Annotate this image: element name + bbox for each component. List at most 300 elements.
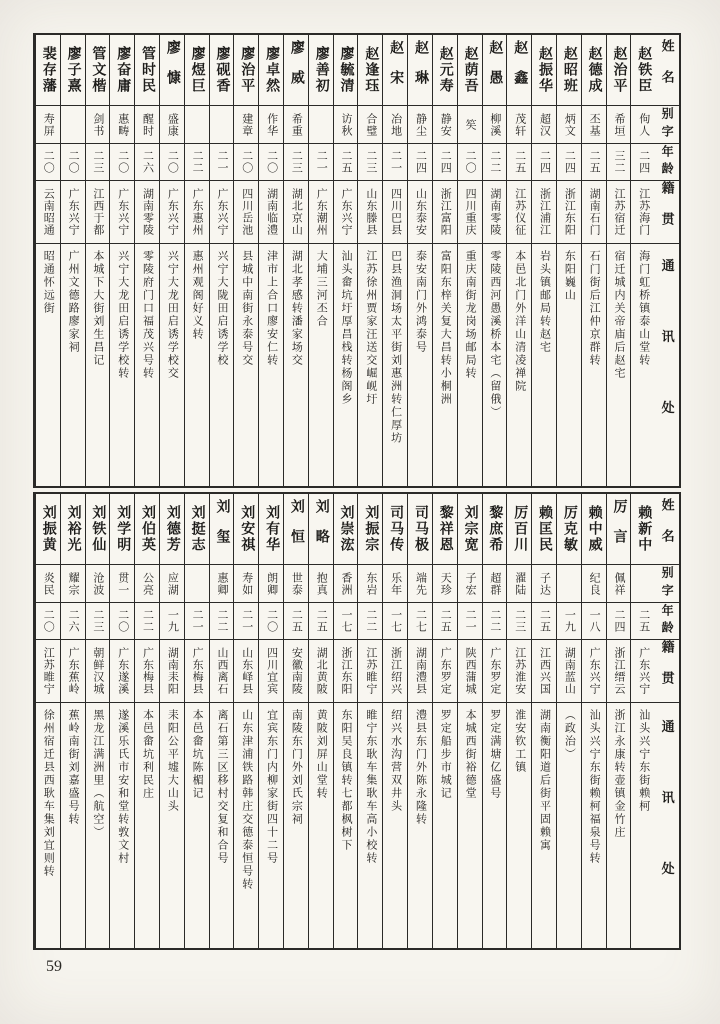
origin-cell: 浙江缙云 bbox=[607, 640, 631, 703]
alias-cell: 柳溪 bbox=[483, 106, 507, 144]
age-cell: 二二 bbox=[483, 144, 507, 181]
person-column bbox=[283, 35, 308, 486]
origin-cell: 浙江富阳 bbox=[433, 181, 457, 244]
alias-cell: 天珍 bbox=[433, 565, 457, 603]
person-column bbox=[209, 494, 234, 948]
name-cell: 赵治平 bbox=[607, 35, 631, 106]
name-cell: 刘振黄 bbox=[36, 494, 60, 565]
origin-cell: 广东兴宁 bbox=[334, 181, 358, 244]
alias-cell: 惠卿 bbox=[210, 565, 234, 603]
contact-cell: 兴宁大龙田启诱学校转 bbox=[116, 250, 129, 380]
age-cell: 二四 bbox=[631, 144, 655, 181]
person-column bbox=[283, 494, 308, 948]
origin-cell: 广东梅县 bbox=[185, 640, 209, 703]
alias-cell: 香洲 bbox=[334, 565, 358, 603]
origin-cell: 广东兴宁 bbox=[631, 640, 655, 703]
person-column bbox=[85, 35, 110, 486]
age-cell: 二五 bbox=[582, 144, 606, 181]
alias-cell: 超群 bbox=[483, 565, 507, 603]
origin-cell: 广东罗定 bbox=[483, 640, 507, 703]
origin-cell: 广东惠州 bbox=[185, 181, 209, 244]
age-cell: 二五 bbox=[507, 144, 531, 181]
table-header-column bbox=[655, 494, 679, 948]
age-cell: 二一 bbox=[458, 603, 482, 640]
header-age: 年龄 bbox=[655, 144, 679, 181]
alias-cell bbox=[61, 106, 85, 144]
age-cell: 二〇 bbox=[234, 144, 258, 181]
origin-cell: 浙江东阳 bbox=[557, 181, 581, 244]
header-name: 姓名 bbox=[655, 35, 679, 106]
alias-cell: 静安 bbox=[433, 106, 457, 144]
contact-cell: 黑龙江满洲里（航空） bbox=[91, 709, 104, 839]
name-cell: 裴存藩 bbox=[36, 35, 60, 106]
alias-cell: 端先 bbox=[408, 565, 432, 603]
contact-cell: 广州文德路廖家祠 bbox=[67, 250, 80, 354]
contact-cell: 本邑畲坑陈楣记 bbox=[191, 709, 204, 800]
name-cell: 廖威 bbox=[284, 35, 308, 106]
contact-cell: 兴宁大陇田启诱学校 bbox=[215, 250, 228, 367]
person-column bbox=[109, 35, 134, 486]
alias-cell: 访秋 bbox=[334, 106, 358, 144]
name-cell: 廖善初 bbox=[309, 35, 333, 106]
contact-cell: （政治） bbox=[563, 709, 576, 761]
person-column bbox=[258, 494, 283, 948]
alias-cell: 剑书 bbox=[86, 106, 110, 144]
age-cell: 一八 bbox=[582, 603, 606, 640]
origin-cell: 湖南耒阳 bbox=[160, 640, 184, 703]
person-column bbox=[333, 494, 358, 948]
person-column bbox=[35, 35, 60, 486]
person-column bbox=[531, 494, 556, 948]
name-cell: 刘安祺 bbox=[234, 494, 258, 565]
name-cell: 管时民 bbox=[135, 35, 159, 106]
age-cell: 二二 bbox=[358, 603, 382, 640]
person-column bbox=[209, 35, 234, 486]
age-cell: 一九 bbox=[557, 603, 581, 640]
age-cell: 一七 bbox=[334, 603, 358, 640]
age-cell: 三二 bbox=[607, 144, 631, 181]
contact-cell: 津市上合口廖安仁转 bbox=[265, 250, 278, 367]
contact-cell: 宿迁城内关帝庙后赵宅 bbox=[612, 250, 625, 380]
name-cell: 黎庶希 bbox=[483, 494, 507, 565]
person-column bbox=[407, 494, 432, 948]
contact-cell: 浙江永康转壶镇金竹庄 bbox=[612, 709, 625, 839]
person-column bbox=[457, 35, 482, 486]
name-cell: 廖奋庸 bbox=[110, 35, 134, 106]
name-cell: 刘恒 bbox=[284, 494, 308, 565]
alias-cell: 冶地 bbox=[383, 106, 407, 144]
age-cell: 二三 bbox=[358, 144, 382, 181]
person-column bbox=[35, 494, 60, 948]
origin-cell: 四川重庆 bbox=[458, 181, 482, 244]
person-column bbox=[159, 35, 184, 486]
name-cell: 廖煜巨 bbox=[185, 35, 209, 106]
person-column bbox=[457, 494, 482, 948]
age-cell: 二五 bbox=[532, 603, 556, 640]
person-column bbox=[357, 35, 382, 486]
contact-cell: 本邑畲坑利民庄 bbox=[141, 709, 154, 800]
contact-cell: 蕉岭南街刘嘉盛号转 bbox=[67, 709, 80, 826]
age-cell: 二一 bbox=[185, 603, 209, 640]
person-column bbox=[606, 494, 631, 948]
origin-cell: 江苏睢宁 bbox=[36, 640, 60, 703]
alias-cell: 沧波 bbox=[86, 565, 110, 603]
origin-cell: 广东兴宁 bbox=[61, 181, 85, 244]
origin-cell: 陕西蒲城 bbox=[458, 640, 482, 703]
age-cell: 二五 bbox=[309, 603, 333, 640]
age-cell: 二〇 bbox=[259, 144, 283, 181]
name-cell: 厉百川 bbox=[507, 494, 531, 565]
origin-cell: 广东蕉岭 bbox=[61, 640, 85, 703]
name-cell: 廖子熹 bbox=[61, 35, 85, 106]
age-cell: 二〇 bbox=[458, 144, 482, 181]
name-cell: 刘宗宽 bbox=[458, 494, 482, 565]
age-cell: 二一 bbox=[383, 144, 407, 181]
age-cell: 二五 bbox=[631, 603, 655, 640]
origin-cell: 江西兴国 bbox=[532, 640, 556, 703]
origin-cell: 广东梅县 bbox=[135, 640, 159, 703]
age-cell: 二三 bbox=[284, 144, 308, 181]
person-column bbox=[581, 494, 606, 948]
origin-cell: 湖南石门 bbox=[582, 181, 606, 244]
contact-cell: 南陵东门外刘氏宗祠 bbox=[290, 709, 303, 826]
alias-cell: 炳文 bbox=[557, 106, 581, 144]
contact-cell: 本城下大街刘生昌记 bbox=[91, 250, 104, 367]
origin-cell: 湖南澧县 bbox=[408, 640, 432, 703]
contact-cell: 湖南衡阳道后街平固赖寓 bbox=[538, 709, 551, 852]
name-cell: 厉言 bbox=[607, 494, 631, 565]
alias-cell: 作华 bbox=[259, 106, 283, 144]
contact-cell: 东阳吴良镇转七都枫树下 bbox=[340, 709, 353, 852]
alias-cell: 醒时 bbox=[135, 106, 159, 144]
origin-cell: 山东泰安 bbox=[408, 181, 432, 244]
contact-cell: 东阳巍山 bbox=[563, 250, 576, 302]
alias-cell: 应湖 bbox=[160, 565, 184, 603]
name-cell: 赖中威 bbox=[582, 494, 606, 565]
age-cell: 一七 bbox=[383, 603, 407, 640]
alias-cell: 世泰 bbox=[284, 565, 308, 603]
person-column bbox=[134, 35, 159, 486]
age-cell: 二三 bbox=[507, 603, 531, 640]
alias-cell: 朗卿 bbox=[259, 565, 283, 603]
header-alias: 别字 bbox=[655, 106, 679, 144]
age-cell: 二〇 bbox=[259, 603, 283, 640]
person-column bbox=[432, 35, 457, 486]
origin-cell: 江苏淮安 bbox=[507, 640, 531, 703]
age-cell: 二六 bbox=[61, 603, 85, 640]
name-cell: 司马传 bbox=[383, 494, 407, 565]
name-cell: 刘裕光 bbox=[61, 494, 85, 565]
alias-cell bbox=[309, 106, 333, 144]
roster-table-bottom bbox=[33, 492, 681, 950]
age-cell: 二三 bbox=[86, 144, 110, 181]
origin-cell: 四川巴县 bbox=[383, 181, 407, 244]
origin-cell: 江苏睢宁 bbox=[358, 640, 382, 703]
person-column bbox=[506, 35, 531, 486]
header-age: 年龄 bbox=[655, 603, 679, 640]
contact-cell: 零陵西河愚溪桥本宅（留俄） bbox=[488, 250, 501, 419]
name-cell: 赵琳 bbox=[408, 35, 432, 106]
contact-cell: 宜宾东门内柳家街四十二号 bbox=[265, 709, 278, 865]
age-cell: 二二 bbox=[483, 603, 507, 640]
contact-cell: 兴宁大龙田启诱学校交 bbox=[166, 250, 179, 380]
contact-cell: 富阳东梓关复大昌转小桐洲 bbox=[439, 250, 452, 406]
contact-cell: 县城中南街永泰号交 bbox=[240, 250, 253, 367]
age-cell: 二五 bbox=[334, 144, 358, 181]
name-cell: 赵荫吾 bbox=[458, 35, 482, 106]
origin-cell: 湖北京山 bbox=[284, 181, 308, 244]
contact-cell: 绍兴水沟营双井头 bbox=[389, 709, 402, 813]
contact-cell: 本邑北门外洋山清凌禅院 bbox=[513, 250, 526, 393]
name-cell: 刘挺志 bbox=[185, 494, 209, 565]
person-column bbox=[506, 494, 531, 948]
contact-cell: 惠州观阁好义转 bbox=[191, 250, 204, 341]
name-cell: 刘铁仙 bbox=[86, 494, 110, 565]
contact-cell: 汕头兴宁东街赖柯 bbox=[637, 709, 650, 813]
person-column bbox=[60, 494, 85, 948]
name-cell: 厉克敏 bbox=[557, 494, 581, 565]
age-cell: 二二 bbox=[185, 144, 209, 181]
origin-cell: 浙江东阳 bbox=[334, 640, 358, 703]
origin-cell: 四川岳池 bbox=[234, 181, 258, 244]
person-column bbox=[382, 494, 407, 948]
contact-cell: 黄陂刘屏山堂转 bbox=[315, 709, 328, 800]
person-column bbox=[159, 494, 184, 948]
alias-cell bbox=[185, 565, 209, 603]
origin-cell: 湖南零陵 bbox=[483, 181, 507, 244]
name-cell: 管文楷 bbox=[86, 35, 110, 106]
contact-cell: 徐州宿迁县西耿车集刘宜则转 bbox=[42, 709, 55, 878]
name-cell: 赵德成 bbox=[582, 35, 606, 106]
origin-cell: 安徽南陵 bbox=[284, 640, 308, 703]
alias-cell: 贯一 bbox=[110, 565, 134, 603]
age-cell: 二〇 bbox=[110, 144, 134, 181]
contact-cell: 汕头畲坑圩厚昌栈转杨阁乡 bbox=[340, 250, 353, 406]
person-column bbox=[233, 494, 258, 948]
alias-cell bbox=[557, 565, 581, 603]
age-cell: 二四 bbox=[433, 144, 457, 181]
origin-cell: 广东遂溪 bbox=[110, 640, 134, 703]
table-header-column bbox=[655, 35, 679, 486]
header-contact: 通讯处 bbox=[659, 258, 675, 472]
header-name: 姓名 bbox=[655, 494, 679, 565]
name-cell: 黎祥恩 bbox=[433, 494, 457, 565]
name-cell: 赵昭班 bbox=[557, 35, 581, 106]
age-cell: 二〇 bbox=[36, 144, 60, 181]
person-column bbox=[134, 494, 159, 948]
person-column bbox=[85, 494, 110, 948]
age-cell: 二二 bbox=[210, 603, 234, 640]
header-contact: 通讯处 bbox=[659, 719, 675, 932]
contact-cell: 汕头兴宁东街赖柯福泉号转 bbox=[588, 709, 601, 865]
origin-cell: 江苏海门 bbox=[631, 181, 655, 244]
origin-cell: 广东兴宁 bbox=[160, 181, 184, 244]
name-cell: 赵铁臣 bbox=[631, 35, 655, 106]
contact-cell: 泰安南门外鸿泰号 bbox=[414, 250, 427, 354]
origin-cell: 四川宜宾 bbox=[259, 640, 283, 703]
contact-cell: 澧县东门外陈永隆转 bbox=[414, 709, 427, 826]
alias-cell: 子宏 bbox=[458, 565, 482, 603]
alias-cell: 寿屏 bbox=[36, 106, 60, 144]
origin-cell: 朝鲜汉城 bbox=[86, 640, 110, 703]
person-column bbox=[531, 35, 556, 486]
age-cell: 二〇 bbox=[160, 144, 184, 181]
person-column bbox=[482, 35, 507, 486]
alias-cell: 濯陆 bbox=[507, 565, 531, 603]
origin-cell: 湖北黄陂 bbox=[309, 640, 333, 703]
name-cell: 刘德芳 bbox=[160, 494, 184, 565]
age-cell: 二二 bbox=[135, 603, 159, 640]
age-cell: 二四 bbox=[532, 144, 556, 181]
person-column bbox=[630, 494, 655, 948]
contact-cell: 大埔三河丕合 bbox=[315, 250, 328, 328]
contact-cell: 山东津浦铁路韩庄交德泰恒号转 bbox=[240, 709, 253, 891]
origin-cell: 云南昭通 bbox=[36, 181, 60, 244]
alias-cell: 惠畴 bbox=[110, 106, 134, 144]
name-cell: 赖新中 bbox=[631, 494, 655, 565]
age-cell: 二五 bbox=[284, 603, 308, 640]
person-column bbox=[184, 494, 209, 948]
age-cell: 二三 bbox=[86, 603, 110, 640]
alias-cell bbox=[185, 106, 209, 144]
header-origin: 籍贯 bbox=[655, 640, 679, 703]
name-cell: 刘学明 bbox=[110, 494, 134, 565]
person-column bbox=[333, 35, 358, 486]
contact-cell: 耒阳公平墟大山头 bbox=[166, 709, 179, 813]
origin-cell: 山东峄县 bbox=[234, 640, 258, 703]
origin-cell: 江苏宿迁 bbox=[607, 181, 631, 244]
origin-cell: 浙江绍兴 bbox=[383, 640, 407, 703]
contact-cell: 遂溪乐氏市安和堂转敦文村 bbox=[116, 709, 129, 865]
alias-cell: 笶 bbox=[458, 106, 482, 144]
contact-cell: 离石第三区移村交复和合号 bbox=[215, 709, 228, 865]
contact-cell: 睢宁东耿车集耿车高小校转 bbox=[364, 709, 377, 865]
age-cell: 二一 bbox=[309, 144, 333, 181]
name-cell: 廖毓清 bbox=[334, 35, 358, 106]
person-column bbox=[357, 494, 382, 948]
age-cell: 二七 bbox=[408, 603, 432, 640]
name-cell: 赵愚 bbox=[483, 35, 507, 106]
header-alias: 别字 bbox=[655, 565, 679, 603]
person-column bbox=[184, 35, 209, 486]
person-column bbox=[308, 35, 333, 486]
contact-cell: 零陵府门口福茂兴号转 bbox=[141, 250, 154, 380]
alias-cell bbox=[210, 106, 234, 144]
page-number: 59 bbox=[46, 958, 62, 975]
alias-cell: 佩祥 bbox=[607, 565, 631, 603]
name-cell: 刘有华 bbox=[259, 494, 283, 565]
origin-cell: 浙江浦江 bbox=[532, 181, 556, 244]
alias-cell: 寿如 bbox=[234, 565, 258, 603]
header-origin: 籍贯 bbox=[655, 181, 679, 244]
contact-cell: 本城西街裕德堂 bbox=[464, 709, 477, 800]
name-cell: 廖卓然 bbox=[259, 35, 283, 106]
contact-cell: 罗定满塘亿盛号 bbox=[488, 709, 501, 800]
name-cell: 廖治平 bbox=[234, 35, 258, 106]
person-column bbox=[556, 494, 581, 948]
name-cell: 赵宋 bbox=[383, 35, 407, 106]
person-column bbox=[606, 35, 631, 486]
age-cell: 一九 bbox=[160, 603, 184, 640]
person-column bbox=[407, 35, 432, 486]
origin-cell: 山东滕县 bbox=[358, 181, 382, 244]
origin-cell: 广东兴宁 bbox=[210, 181, 234, 244]
origin-cell: 广东兴宁 bbox=[110, 181, 134, 244]
contact-cell: 昭通怀远街 bbox=[42, 250, 55, 315]
name-cell: 刘振宗 bbox=[358, 494, 382, 565]
name-cell: 赵元寿 bbox=[433, 35, 457, 106]
contact-cell: 湖北孝感转潘家场交 bbox=[290, 250, 303, 367]
origin-cell: 广东罗定 bbox=[433, 640, 457, 703]
contact-cell: 江苏徐州贾家汪送交崛岘圩 bbox=[364, 250, 377, 406]
origin-cell: 湖南零陵 bbox=[135, 181, 159, 244]
alias-cell: 炎民 bbox=[36, 565, 60, 603]
person-column bbox=[581, 35, 606, 486]
alias-cell: 茂轩 bbox=[507, 106, 531, 144]
alias-cell: 盛康 bbox=[160, 106, 184, 144]
alias-cell: 希垣 bbox=[607, 106, 631, 144]
name-cell: 赵鑫 bbox=[507, 35, 531, 106]
alias-cell: 丕基 bbox=[582, 106, 606, 144]
name-cell: 刘伯英 bbox=[135, 494, 159, 565]
age-cell: 二一 bbox=[210, 144, 234, 181]
person-column bbox=[556, 35, 581, 486]
origin-cell: 山西离石 bbox=[210, 640, 234, 703]
alias-cell: 抱真 bbox=[309, 565, 333, 603]
age-cell: 二五 bbox=[433, 603, 457, 640]
origin-cell: 江西于都 bbox=[86, 181, 110, 244]
alias-cell: 东岩 bbox=[358, 565, 382, 603]
age-cell: 二〇 bbox=[61, 144, 85, 181]
person-column bbox=[482, 494, 507, 948]
origin-cell: 江苏仪征 bbox=[507, 181, 531, 244]
alias-cell: 纪良 bbox=[582, 565, 606, 603]
alias-cell: 建章 bbox=[234, 106, 258, 144]
person-column bbox=[109, 494, 134, 948]
name-cell: 刘崇浤 bbox=[334, 494, 358, 565]
age-cell: 二〇 bbox=[110, 603, 134, 640]
contact-cell: 石门街后江仲京群转 bbox=[588, 250, 601, 367]
alias-cell: 公亮 bbox=[135, 565, 159, 603]
alias-cell: 静尘 bbox=[408, 106, 432, 144]
age-cell: 二〇 bbox=[36, 603, 60, 640]
person-column bbox=[233, 35, 258, 486]
origin-cell: 广东潮州 bbox=[309, 181, 333, 244]
alias-cell: 合璧 bbox=[358, 106, 382, 144]
person-column bbox=[258, 35, 283, 486]
name-cell: 赵振华 bbox=[532, 35, 556, 106]
name-cell: 廖砚香 bbox=[210, 35, 234, 106]
alias-cell: 子达 bbox=[532, 565, 556, 603]
person-column bbox=[308, 494, 333, 948]
name-cell: 赵逢珏 bbox=[358, 35, 382, 106]
alias-cell: 佝人 bbox=[631, 106, 655, 144]
origin-cell: 湖南蓝山 bbox=[557, 640, 581, 703]
origin-cell: 湖南临澧 bbox=[259, 181, 283, 244]
age-cell: 二四 bbox=[607, 603, 631, 640]
age-cell: 二一 bbox=[234, 603, 258, 640]
alias-cell: 乐年 bbox=[383, 565, 407, 603]
person-column bbox=[382, 35, 407, 486]
name-cell: 刘玺 bbox=[210, 494, 234, 565]
name-cell: 赖匡民 bbox=[532, 494, 556, 565]
age-cell: 二六 bbox=[135, 144, 159, 181]
roster-table-top bbox=[33, 33, 681, 488]
contact-cell: 岩头镇邮局转赵宅 bbox=[538, 250, 551, 354]
person-column bbox=[630, 35, 655, 486]
name-cell: 刘略 bbox=[309, 494, 333, 565]
contact-cell: 淮安钦工镇 bbox=[513, 709, 526, 774]
